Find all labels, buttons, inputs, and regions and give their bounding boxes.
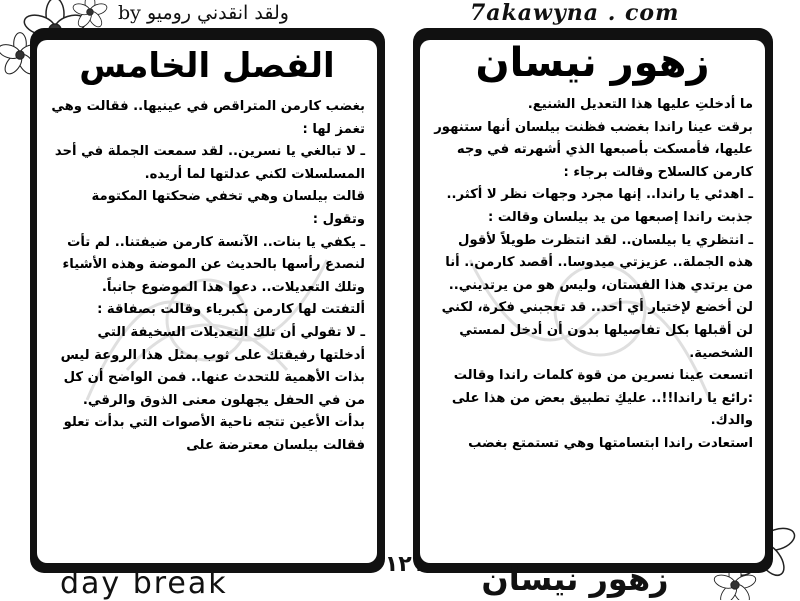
paragraph: ـ يكفي يا بنات.. الآنسة كارمن ضيفتنا.. لم تأت لنصدع رأسها بالحديث عن الموضة وهذه الأشياء وتلك التعديلات.. دعوا هذا الموضوع جانباً. bbox=[62, 234, 365, 295]
paragraph: جذبت راندا إصبعها من يد بيلسان وقالت : bbox=[487, 209, 753, 225]
paragraph: قالت بيلسان وهي تخفي ضحكتها المكتومة وتقول : bbox=[91, 189, 365, 227]
paragraph: بدأت الأعين تتجه ناحية الأصوات التي بدأت تعلو فقالت بيلسان معترضة على bbox=[63, 415, 365, 453]
paragraph: ألتفتت لها كارمن بكبرياء وقالت بصفاقة : bbox=[97, 302, 365, 318]
paragraph: ما أدخلتِ عليها هذا التعديل الشنيع. bbox=[527, 97, 753, 112]
story-title: زهور نيسان bbox=[475, 40, 710, 86]
paragraph: ـ لا تبالغي يا نسرين.. لقد سمعت الجملة في أحد المسلسلات لكني عدلتها لما أريده. bbox=[54, 144, 365, 182]
paragraph: بغضب كارمن المتراقص في عينيها.. فقالت وهي تغمز لها : bbox=[51, 99, 365, 137]
left-page-content bbox=[37, 40, 377, 563]
paragraph: برقت عينا راندا بغضب فظنت بيلسان أنها ستنهور عليها، فأمسكت بأصبعها الذي أشهرته في وجه كارمن كالسلاح وقالت برجاء : bbox=[434, 119, 753, 180]
right-page-content bbox=[420, 40, 765, 563]
footer-right-label: زهور نيسان bbox=[481, 560, 669, 598]
footer-left-label: day break bbox=[60, 566, 228, 601]
paragraph: استعادت راندا ابتسامتها وهي تستمتع بغضب bbox=[468, 435, 753, 451]
paragraph: ـ اهدئي يا راندا.. إنها مجرد وجهات نظر لا أكثر.. bbox=[446, 187, 753, 203]
chapter-title: الفصل الخامس bbox=[79, 46, 335, 86]
right-page-panel bbox=[413, 28, 773, 573]
paragraph: ـ انتظري يا بيلسان.. لقد انتظرت طويلاً لأقول هذه الجملة.. عزيزتي ميدوسا.. أقصد كارمن.. أنا من يرتدي هذا الفستان، وليس هو من يرتديني.. لن أخضع لإختيار أي أحد.. قد تعجبني فكرة، لكني لن أقبلها بكل تفاصيلها بدون أن أدخل لمستي الشخصية. bbox=[441, 232, 753, 361]
paragraph: اتسعت عينا نسرين من قوة كلمات راندا وقالت :رائع يا راندا!!.. عليكِ تطبيق بعض من هذا على والدك. bbox=[451, 368, 753, 429]
header-credit: by ولقد انقدني روميو bbox=[118, 2, 289, 24]
right-page-body bbox=[434, 94, 753, 456]
header-site-name: 7akawyna . com bbox=[470, 0, 680, 26]
left-page-body bbox=[51, 96, 365, 458]
left-page-panel bbox=[30, 28, 385, 573]
page-number: ١٢١ bbox=[384, 552, 426, 577]
paragraph: ـ لا تقولي أن تلك التعديلات السخيفة التي أدخلتها رفيقتك على ثوب بمثل هذا الروعة ليس بذات الأهمية للتحدث عنها.. فمن الواضح أن كل من في الحفل يجهلون معنى الذوق والرقي. bbox=[60, 324, 365, 408]
